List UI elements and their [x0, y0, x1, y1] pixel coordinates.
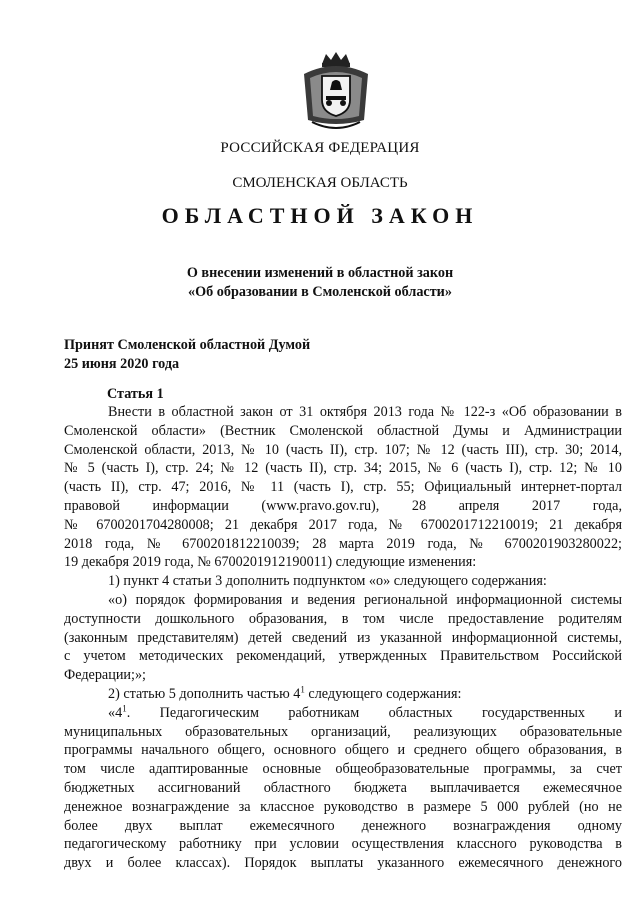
- text-line: [64, 704, 622, 723]
- text-line: денежное вознаграждение за классное руководство в размере 5 000 рублей (но не: [64, 798, 622, 815]
- text-line: двух и более классах). Порядок выплаты указанного ежемесячного денежного: [64, 855, 622, 872]
- region-title: СМОЛЕНСКАЯ ОБЛАСТЬ: [232, 175, 408, 191]
- article-body: [64, 403, 622, 873]
- amendment-item-2: [64, 685, 622, 704]
- item-2-prefix: 2) статью 5 дополнить частью 4: [108, 685, 301, 702]
- amendment-item-1-text: [64, 591, 622, 685]
- superscript: 1: [122, 703, 127, 714]
- article-paragraph-1: [64, 403, 622, 572]
- text-line: Внести в областной закон от 31 октября 2013 года № 122-з «Об образовании в: [108, 404, 622, 420]
- text-line: 19 декабря 2019 года, № 6700201912190011) следующие изменения:: [64, 554, 477, 571]
- item-2-suffix: следующего содержания:: [304, 685, 462, 702]
- text-line: «о) порядок формирования и ведения региональной информационной системы: [108, 591, 622, 608]
- text-line: с учетом методических рекомендаций, утвержденных Правительством Российской: [64, 648, 622, 665]
- coat-of-arms-icon: [298, 50, 374, 130]
- adoption-date: 25 июня 2020 года: [64, 356, 180, 372]
- text-line: № 5 (часть I), стр. 24; № 12 (часть II), стр. 34; 2015, № 6 (часть I), стр. 12; № 10: [64, 460, 622, 477]
- text-line: (законным представителям) детей сведений из указанной информационной системы,: [64, 629, 622, 646]
- document-type-title: ОБЛАСТНОЙ ЗАКОН: [161, 203, 479, 228]
- text-line: том числе адаптированные основные общеобразовательные программы, за счет: [64, 761, 622, 778]
- law-subject: [0, 264, 640, 302]
- text-line: (часть II), стр. 47; 2016, № 11 (часть I), стр. 55; Официальный интернет-портал: [64, 479, 622, 496]
- text-line: Смоленской области, 2013, № 10 (часть II), стр. 107; № 12 (часть III), стр. 30; 2014,: [64, 441, 622, 458]
- text-line: Смоленской области» (Вестник Смоленской областной Думы и Администрации: [64, 422, 622, 439]
- quote-prefix: «4: [108, 704, 123, 721]
- text-line: муниципальных образовательных организаций, реализующих образовательные: [64, 723, 622, 740]
- law-subject-line: «Об образовании в Смоленской области»: [188, 284, 452, 300]
- text-line: более двух выплат ежемесячного денежного вознаграждения одному: [64, 817, 622, 834]
- text-line: педагогическому работнику при условии осуществления классного руководства в: [64, 836, 622, 853]
- text-line: бюджетных ассигнований областного бюджета выплачивается ежемесячное: [64, 779, 622, 796]
- adoption-info: [64, 336, 310, 374]
- text-line: № 6700201704280008; 21 декабря 2017 года, № 6700201712210019; 21 декабря: [64, 516, 622, 533]
- amendment-item-2-text: [64, 704, 622, 873]
- text-line: доступности дошкольного образования, в том числе предоставление родителям: [64, 610, 622, 627]
- text-line: 2018 года, № 6700201812210039; 28 марта 2019 года, № 6700201903280022;: [64, 535, 622, 552]
- law-subject-line: О внесении изменений в областной закон: [186, 265, 454, 281]
- federation-title: РОССИЙСКАЯ ФЕДЕРАЦИЯ: [220, 140, 420, 156]
- adopted-by: Принят Смоленской областной Думой: [64, 337, 311, 353]
- amendment-item-1: 1) пункт 4 статьи 3 дополнить подпунктом «о» следующего содержания:: [108, 573, 547, 590]
- text-line-rest: . Педагогическим работникам областных государственных и: [126, 704, 622, 721]
- text-line: Федерации;»;: [64, 667, 146, 684]
- text-line: программы начального общего, основного общего и среднего общего образования, в: [64, 742, 622, 759]
- article-heading: Статья 1: [107, 386, 164, 402]
- superscript: 1: [300, 684, 305, 695]
- text-line: правовой информации (www.pravo.gov.ru), 28 апреля 2017 года,: [64, 497, 622, 514]
